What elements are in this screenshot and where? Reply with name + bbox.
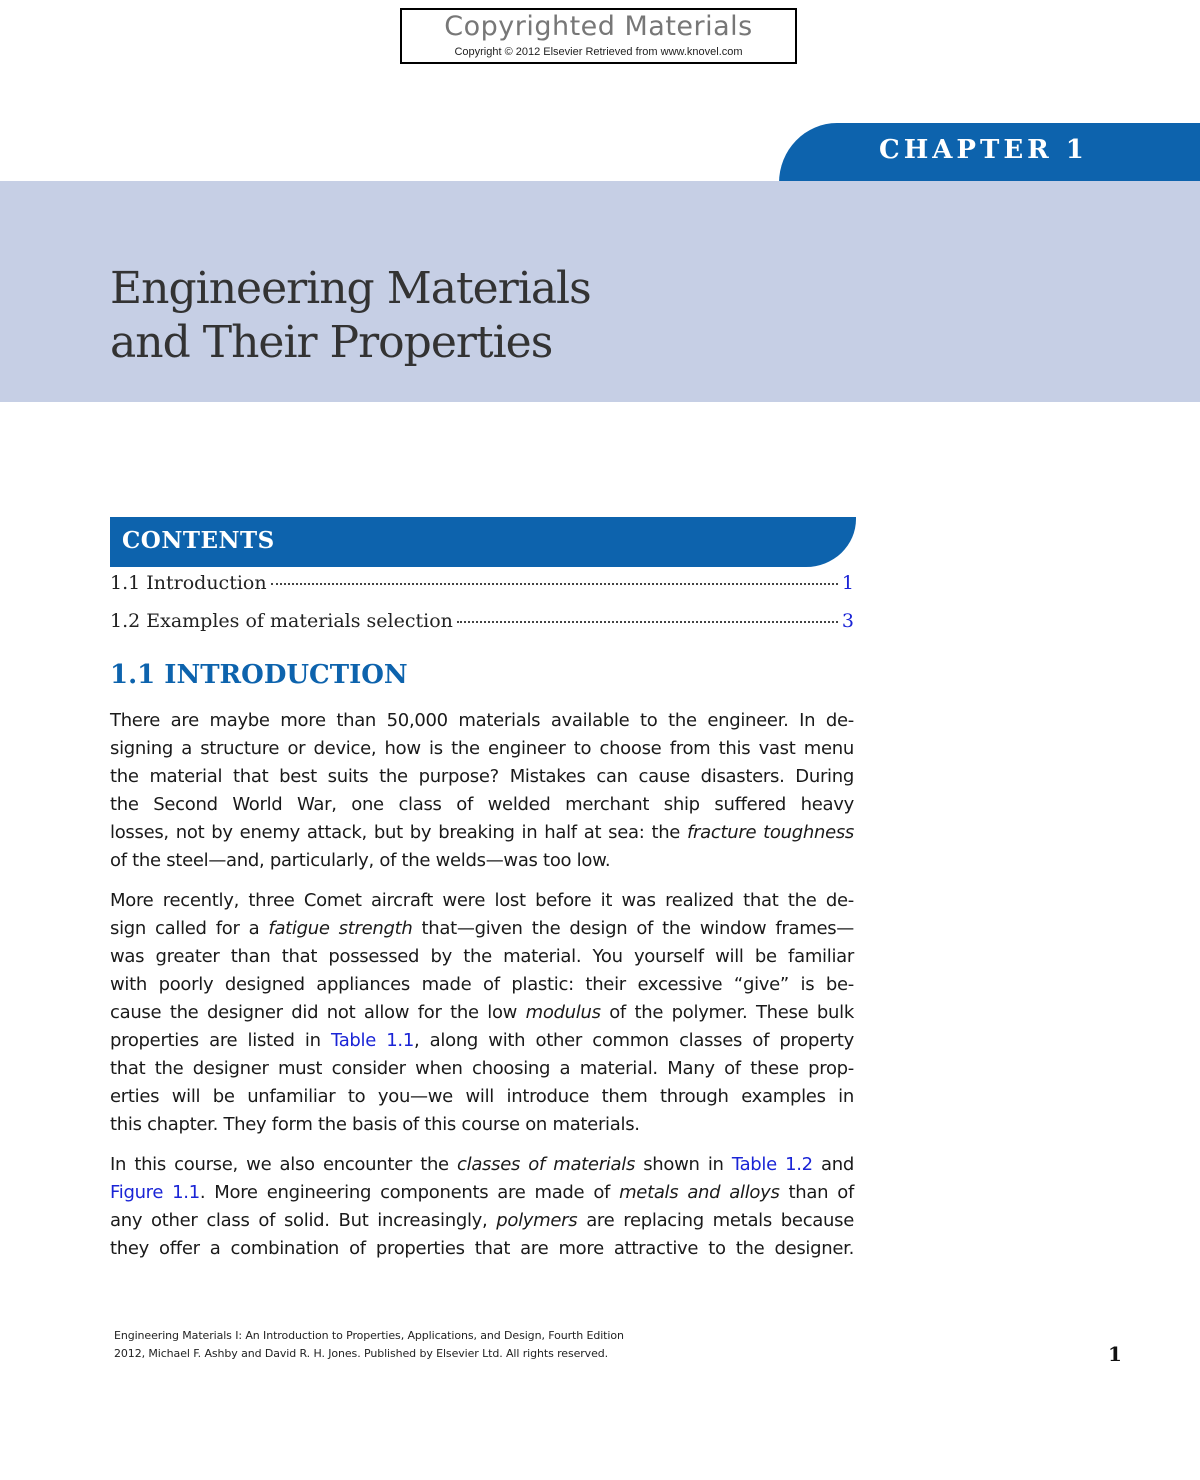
body-text: than of	[779, 1182, 854, 1203]
emphasis-text: metals and alloys	[619, 1182, 780, 1203]
body-text: any other class of solid. But increasingly,	[110, 1210, 497, 1231]
toc-leader-dots	[457, 621, 838, 623]
footer-book-title: Engineering Materials I: An Introduction to Properties, Applications, and Design, Fourth Edition	[114, 1329, 624, 1342]
figure-1-1-link[interactable]: Figure 1.1	[110, 1182, 200, 1203]
body-text: cause the designer did not allow for the low	[110, 1002, 526, 1023]
section-heading: 1.1 INTRODUCTION	[110, 660, 408, 690]
toc-page-link[interactable]: 3	[841, 610, 854, 632]
body-line	[110, 819, 854, 847]
copyright-stamp	[400, 8, 797, 64]
body-text: of the polymer. These bulk	[600, 1002, 854, 1023]
toc-page-link[interactable]: 1	[841, 572, 854, 594]
toc-entry-label: 1.2 Examples of materials selection	[110, 610, 453, 632]
body-line: with poorly designed appliances made of plastic: their excessive “give” is be-	[110, 974, 854, 995]
body-line	[110, 999, 854, 1027]
body-line	[110, 1207, 854, 1235]
body-line: that the designer must consider when choosing a material. Many of these prop-	[110, 1058, 854, 1079]
emphasis-text: fracture toughness	[687, 822, 854, 843]
body-line: of the steel—and, particularly, of the welds—was too low.	[110, 850, 611, 871]
chapter-label: CHAPTER 1	[879, 135, 1088, 165]
toc-entry-examples[interactable]	[110, 610, 854, 636]
toc-entry-label: 1.1 Introduction	[110, 572, 267, 594]
body-text: In this course, we also encounter the	[110, 1154, 458, 1175]
body-text: . More engineering components are made of	[199, 1182, 620, 1203]
body-line	[110, 1151, 854, 1179]
body-text: losses, not by enemy attack, but by breaking in half at sea: the	[110, 822, 688, 843]
body-text: shown in	[635, 1154, 732, 1175]
title-band	[0, 181, 1200, 402]
body-line	[110, 1027, 854, 1055]
emphasis-text: fatigue strength	[268, 918, 413, 939]
contents-heading: CONTENTS	[122, 527, 275, 554]
body-text: and	[812, 1154, 855, 1175]
body-line: they offer a combination of properties that are more attractive to the designer.	[110, 1238, 854, 1259]
footer-copyright: 2012, Michael F. Ashby and David R. H. Jones. Published by Elsevier Ltd. All rights reserved.	[114, 1347, 609, 1360]
body-line: was greater than that possessed by the material. You yourself will be familiar	[110, 946, 854, 967]
page-number: 1	[1108, 1342, 1122, 1366]
toc-leader-dots	[271, 583, 838, 585]
body-line	[110, 915, 854, 943]
chapter-title-line-2: and Their Properties	[110, 317, 553, 368]
emphasis-text: modulus	[525, 1002, 601, 1023]
table-1-1-link[interactable]: Table 1.1	[330, 1030, 415, 1051]
body-line: More recently, three Comet aircraft were lost before it was realized that the de-	[110, 890, 854, 911]
body-text: that—given the design of the window frames—	[412, 918, 855, 939]
stamp-subtitle: Copyright © 2012 Elsevier Retrieved from www.knovel.com	[454, 46, 743, 58]
body-line: the Second World War, one class of welded merchant ship suffered heavy	[110, 794, 854, 815]
body-text: properties are listed in	[110, 1030, 331, 1051]
body-line: There are maybe more than 50,000 materials available to the engineer. In de-	[110, 710, 854, 731]
contents-header	[110, 517, 856, 567]
body-text: , along with other common classes of property	[414, 1030, 854, 1051]
stamp-title: Copyrighted Materials	[444, 11, 753, 42]
body-text: are replacing metals because	[577, 1210, 854, 1231]
chapter-title-line-1: Engineering Materials	[110, 263, 591, 314]
body-line: signing a structure or device, how is the engineer to choose from this vast menu	[110, 738, 854, 759]
emphasis-text: polymers	[496, 1210, 578, 1231]
table-1-2-link[interactable]: Table 1.2	[731, 1154, 813, 1175]
body-line: this chapter. They form the basis of this course on materials.	[110, 1114, 640, 1135]
emphasis-text: classes of materials	[457, 1154, 636, 1175]
body-text: sign called for a	[110, 918, 269, 939]
chapter-tab	[779, 123, 1200, 183]
body-line: the material that best suits the purpose? Mistakes can cause disasters. During	[110, 766, 854, 787]
body-line	[110, 1179, 854, 1207]
toc-entry-introduction[interactable]	[110, 572, 854, 598]
body-line: erties will be unfamiliar to you—we will introduce them through examples in	[110, 1086, 854, 1107]
